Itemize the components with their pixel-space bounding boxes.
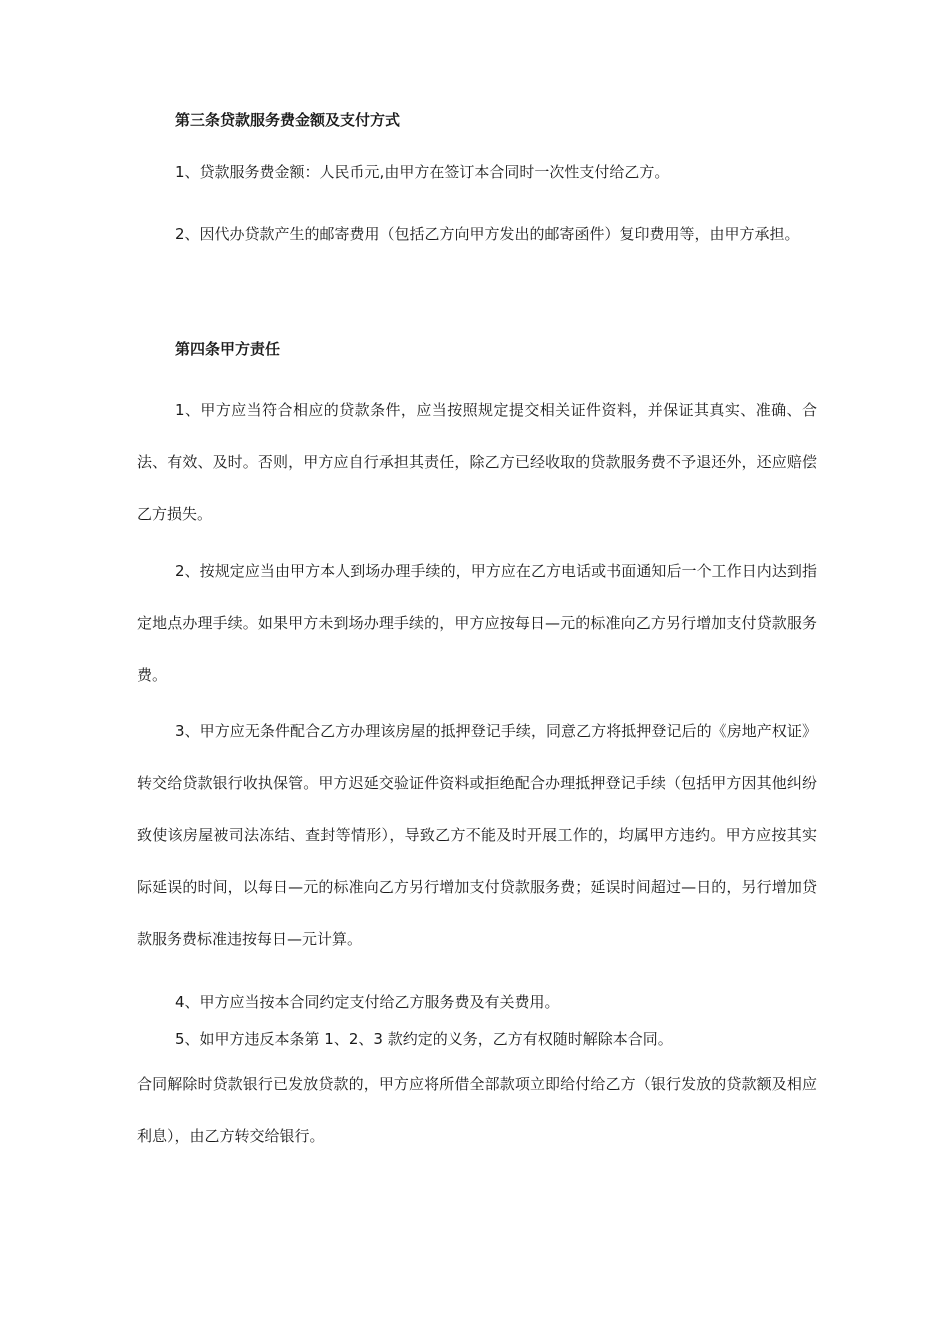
article-3-heading: 第三条贷款服务费金额及支付方式 [175, 111, 401, 129]
article-4-item-4: 4、甲方应当按本合同约定支付给乙方服务费及有关费用。 [175, 993, 560, 1011]
article-4-item-1: 1、甲方应当符合相应的贷款条件，应当按照规定提交相关证件资料，并保证其真实、准确、合法、有效、及时。否则，甲方应自行承担其责任，除乙方已经收取的贷款服务费不予退还外，还应赔偿乙方损失。 [137, 401, 817, 523]
article-3-item-1: 1、贷款服务费金额：人民币元,由甲方在签订本合同时一次性支付给乙方。 [175, 163, 670, 181]
article-4-item-2: 2、按规定应当由甲方本人到场办理手续的，甲方应在乙方电话或书面通知后一个工作日内达到指定地点办理手续。如果甲方未到场办理手续的，甲方应按每日—元的标准向乙方另行增加支付贷款服务费。 [137, 562, 817, 684]
article-3-item-2: 2、因代办贷款产生的邮寄费用（包括乙方向甲方发出的邮寄函件）复印费用等，由甲方承担。 [175, 225, 800, 243]
article-4-item-3: 3、甲方应无条件配合乙方办理该房屋的抵押登记手续，同意乙方将抵押登记后的《房地产权证》转交给贷款银行收执保管。甲方迟延交验证件资料或拒绝配合办理抵押登记手续（包括甲方因其他纠纷致使该房屋被司法冻结、查封等情形），导致乙方不能及时开展工作的，均属甲方违约。甲方应按其实际延误的时间，以每日—元的标准向乙方另行增加支付贷款服务费；延误时间超过—日的，另行增加贷款服务费标准违按每日—元计算。 [137, 722, 817, 948]
article-4-termination-clause: 合同解除时贷款银行已发放贷款的，甲方应将所借全部款项立即给付给乙方（银行发放的贷款额及相应利息），由乙方转交给银行。 [137, 1075, 817, 1145]
article-4-heading: 第四条甲方责任 [175, 340, 281, 358]
article-4-item-5: 5、如甲方违反本条第 1、2、3 款约定的义务，乙方有权随时解除本合同。 [175, 1030, 673, 1048]
